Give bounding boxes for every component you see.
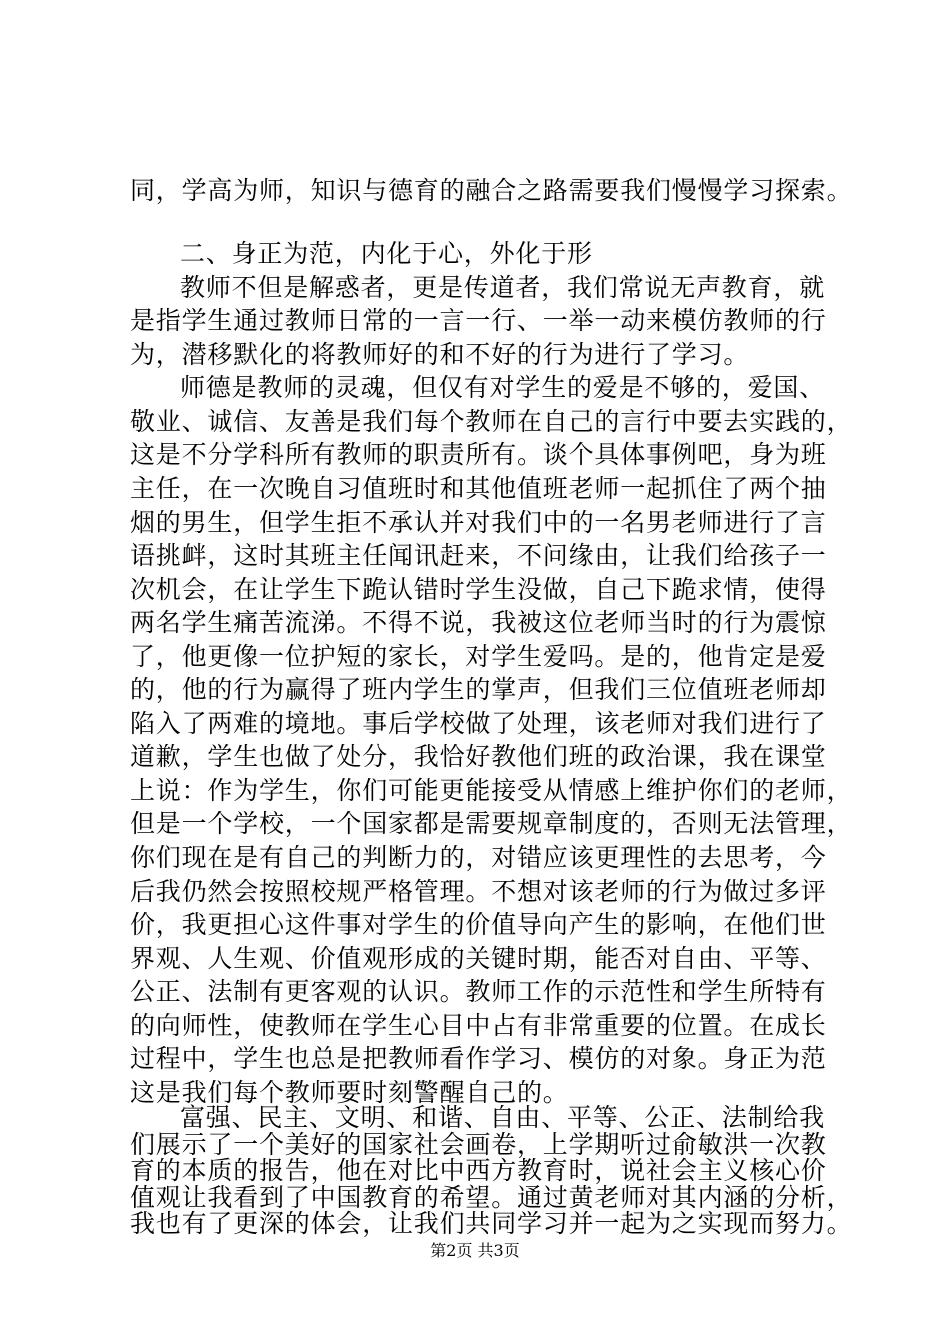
paragraph-line: 价，我更担心这件事对学生的价值导向产生的影响，在他们世 [130,910,827,939]
page-indicator: 第2页 共3页 [430,1241,520,1260]
page-footer [0,1239,950,1263]
paragraph-line: 为，潜移默化的将教师好的和不好的行为进行了学习。 [130,340,750,369]
section-heading: 二、身正为范，内化于心，外化于形 [180,239,593,268]
paragraph-line: 这是我们每个教师要时刻警醒自己的。 [130,1078,569,1107]
paragraph-line: 的向师性，使教师在学生心目中占有非常重要的位置。在成长 [130,1011,827,1040]
paragraph-line: 育的本质的报告，他在对比中西方教育时，说社会主义核心价 [130,1156,827,1185]
paragraph-line: 陷入了两难的境地。事后学校做了处理，该老师对我们进行了 [130,709,827,738]
paragraph-line: 你们现在是有自己的判断力的，对错应该更理性的去思考，今 [130,843,827,872]
paragraph-line: 主任，在一次晚自习值班时和其他值班老师一起抓住了两个抽 [130,474,827,503]
paragraph-line: 我也有了更深的体会，让我们共同学习并一起为之实现而努力。 [130,1209,853,1238]
paragraph-line: 道歉，学生也做了处分，我恰好教他们班的政治课，我在课堂 [130,742,827,771]
paragraph-line: 界观、人生观、价值观形成的关键时期，能否对自由、平等、 [130,944,827,973]
paragraph-line: 值观让我看到了中国教育的希望。通过黄老师对其内涵的分析， [130,1182,853,1212]
paragraph-line: 后我仍然会按照校规严格管理。不想对该老师的行为做过多评 [130,877,827,906]
paragraph-line: 了，他更像一位护短的家长，对学生爱吗。是的，他肯定是爱 [130,642,827,671]
paragraph-line: 敬业、诚信、友善是我们每个教师在自己的言行中要去实践的， [130,407,853,436]
paragraph-line: 师德是教师的灵魂，但仅有对学生的爱是不够的，爱国、 [180,373,826,402]
paragraph-line: 上说：作为学生，你们可能更能接受从情感上维护你们的老师， [130,776,853,805]
paragraph-line: 公正、法制有更客观的认识。教师工作的示范性和学生所特有 [130,977,827,1006]
paragraph-line: 但是一个学校，一个国家都是需要规章制度的，否则无法管理， [130,809,853,838]
paragraph-line: 是指学生通过教师日常的一言一行、一举一动来模仿教师的行 [130,306,827,335]
paragraph-line: 次机会，在让学生下跪认错时学生没做，自己下跪求情，使得 [130,575,827,604]
paragraph-line: 同，学高为师，知识与德育的融合之路需要我们慢慢学习探索。 [130,176,853,205]
paragraph-line: 富强、民主、文明、和谐、自由、平等、公正、法制给我 [180,1103,826,1132]
paragraph-line: 两名学生痛苦流涕。不得不说，我被这位老师当时的行为震惊 [130,608,827,637]
paragraph-line: 过程中，学生也总是把教师看作学习、模仿的对象。身正为范 [130,1044,827,1073]
paragraph-line: 烟的男生，但学生拒不承认并对我们中的一名男老师进行了言 [130,508,827,537]
paragraph-line: 的，他的行为赢得了班内学生的掌声，但我们三位值班老师却 [130,675,827,704]
paragraph-line: 这是不分学科所有教师的职责所有。谈个具体事例吧，身为班 [130,440,827,469]
paragraph-line: 语挑衅，这时其班主任闻讯赶来，不问缘由，让我们给孩子一 [130,541,827,570]
paragraph-line: 教师不但是解惑者，更是传道者，我们常说无声教育，就 [180,273,826,302]
paragraph-line: 们展示了一个美好的国家社会画卷，上学期听过俞敏洪一次教 [130,1129,827,1159]
